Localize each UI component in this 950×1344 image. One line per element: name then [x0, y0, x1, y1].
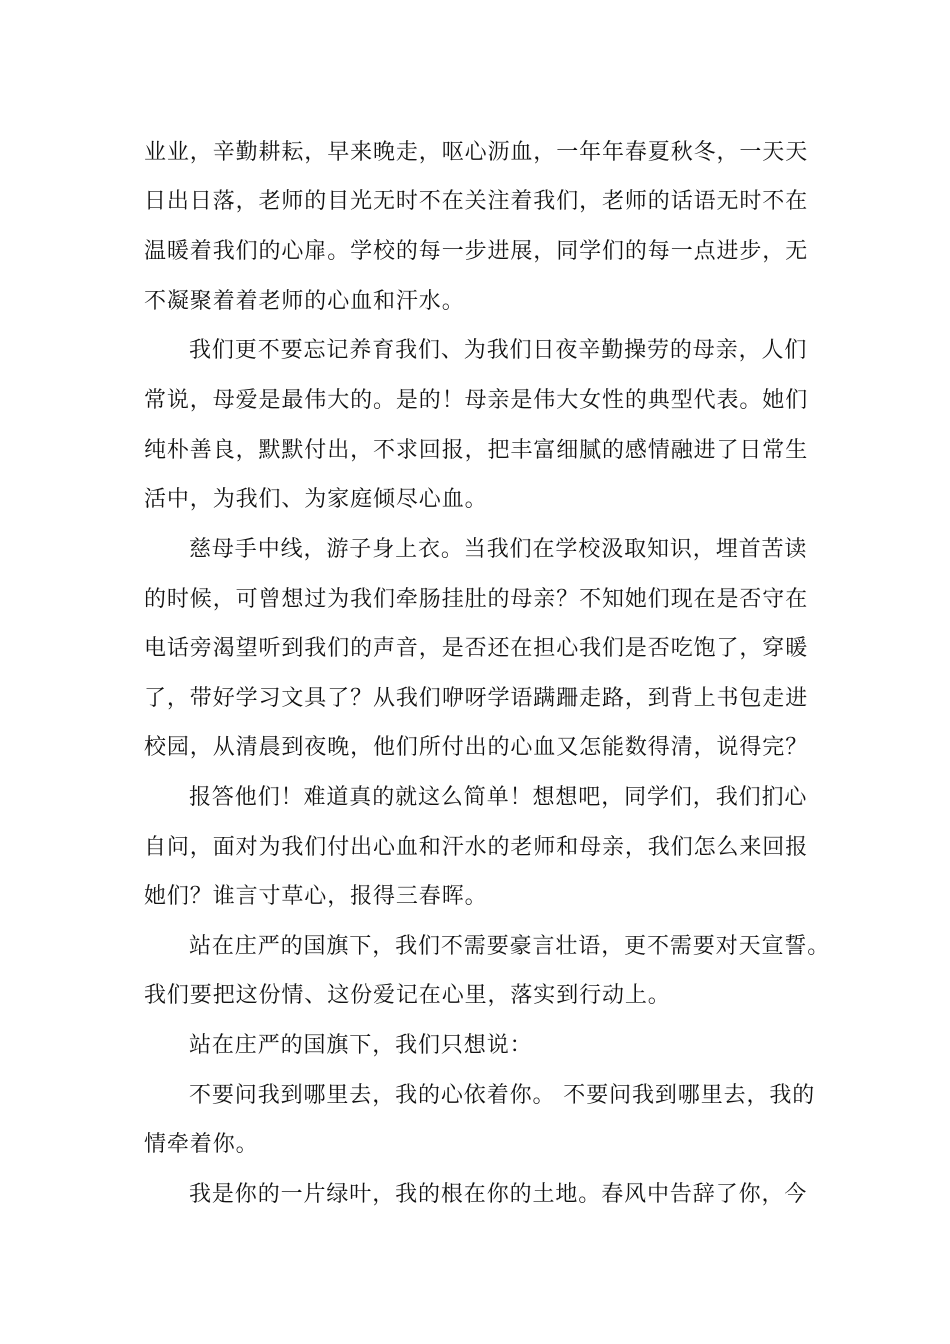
paragraph-line: 的时候，可曾想过为我们牵肠挂肚的母亲？不知她们现在是否守在 [144, 587, 809, 612]
paragraph-line: 不凝聚着着老师的心血和汗水。 [144, 289, 465, 314]
paragraph-line: 日出日落，老师的目光无时不在关注着我们，老师的话语无时不在 [144, 189, 809, 214]
paragraph-line: 活中，为我们、为家庭倾尽心血。 [144, 487, 488, 512]
paragraph-line: 常说，母爱是最伟大的。是的！母亲是伟大女性的典型代表。她们 [144, 388, 809, 413]
paragraph-line: 了，带好学习文具了？从我们咿呀学语蹒跚走路，到背上书包走进 [144, 686, 809, 711]
paragraph-line: 站在庄严的国旗下，我们只想说： [189, 1033, 533, 1058]
paragraph-line: 我们要把这份情、这份爱记在心里，落实到行动上。 [144, 983, 671, 1008]
paragraph-line: 校园，从清晨到夜晚，他们所付出的心血又怎能数得清，说得完？ [144, 735, 809, 760]
paragraph-line: 业业，辛勤耕耘，早来晚走，呕心沥血，一年年春夏秋冬，一天天 [144, 140, 809, 165]
paragraph-line: 我是你的一片绿叶，我的根在你的土地。春风中告辞了你，今 [189, 1182, 808, 1207]
paragraph-line: 自问，面对为我们付出心血和汗水的老师和母亲，我们怎么来回报 [144, 835, 809, 860]
paragraph-line: 慈母手中线，游子身上衣。当我们在学校汲取知识，埋首苦读 [189, 537, 808, 562]
paragraph-line: 电话旁渴望听到我们的声音，是否还在担心我们是否吃饱了，穿暖 [144, 636, 809, 661]
paragraph-line: 不要问我到哪里去，我的心依着你。 不要问我到哪里去，我的 [189, 1083, 816, 1108]
paragraph-line: 纯朴善良，默默付出，不求回报，把丰富细腻的感情融进了日常生 [144, 438, 809, 463]
paragraph-line: 站在庄严的国旗下，我们不需要豪言壮语，更不需要对天宣誓。 [189, 934, 831, 959]
paragraph-line: 她们？谁言寸草心，报得三春晖。 [144, 884, 488, 909]
paragraph-line: 温暖着我们的心扉。学校的每一步进展，同学们的每一点进步，无 [144, 239, 809, 264]
paragraph-line: 情牵着你。 [144, 1132, 259, 1157]
paragraph-line: 报答他们！难道真的就这么简单！想想吧，同学们，我们扪心 [189, 785, 808, 810]
paragraph-line: 我们更不要忘记养育我们、为我们日夜辛勤操劳的母亲，人们 [189, 338, 808, 363]
